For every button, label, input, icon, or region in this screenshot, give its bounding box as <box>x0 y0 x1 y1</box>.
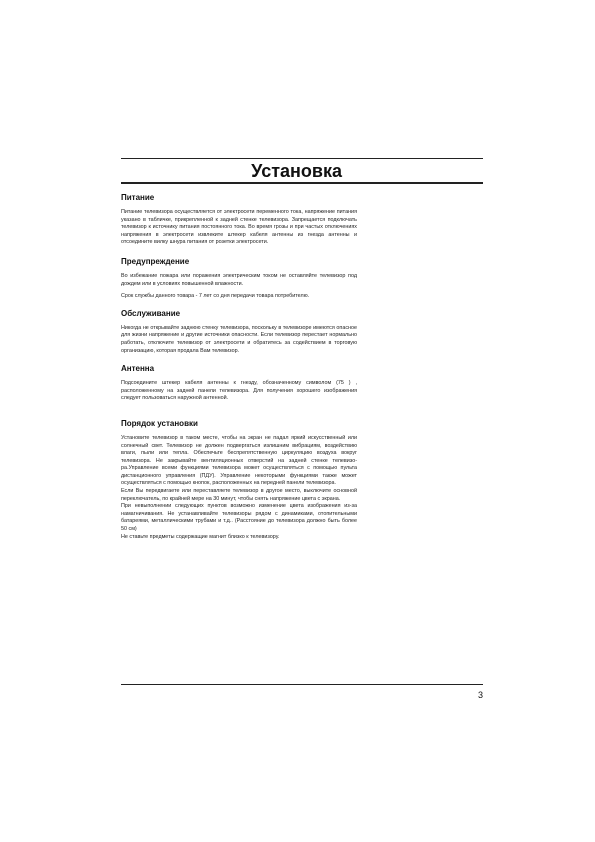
section-power <box>121 193 357 247</box>
title-rule <box>121 182 483 184</box>
section-paragraph: Установите телевизор в таком месте, чтобы на экран не падал яркий искусственный или солнечный свет. Телевизор не должен подвергаться излишним вибрациям, воздействию влаги, пыли или тепла. Обеспечьте беспрепятственную циркуляцию воздуха вокруг телевизора. Не закрывайте вентиляционных отверстий на задней стенке телевизо-ра.Управление всеми функциями телевизора может осуществляться с помощью пульта дистанционного управления (ПДУ). Управление некоторыми функциями также может осуществляться с помощью кнопок, расположенных на передней панели телевизора. <box>121 434 357 487</box>
top-rule <box>121 158 483 159</box>
page-title: Установка <box>251 161 342 181</box>
section-heading: Питание <box>121 193 155 202</box>
document-body <box>121 193 357 541</box>
section-heading: Предупреждение <box>121 256 190 266</box>
section-paragraph: Во избежание пожара или поражения электрическим током не оставляйте телевизор под дождем или в условиях повышенной влажности. <box>121 272 357 287</box>
section-heading: Обслуживание <box>121 308 181 318</box>
section-paragraph: Срок службы данного товара - 7 лет со дня передачи товара потребителю. <box>121 293 310 300</box>
section-service <box>121 309 357 355</box>
section-paragraph: Если Вы передвигаете или переставляете телевизор в другое место, выключите основной переключатель, по крайней мере на 30 минут, чтобы снять напряжение цвета с экрана. <box>121 488 357 502</box>
section-installation <box>121 419 357 541</box>
page-number: 3 <box>477 690 483 700</box>
section-paragraph: Подсоедините штекер кабеля антенны к гнезду, обозначенному символом (75 ) , расположенному на задней панели телевизора. Для получения хорошего изображения следует пользоваться наружной антенной. <box>121 380 357 402</box>
bottom-rule <box>121 684 483 685</box>
section-heading: Порядок установки <box>121 418 198 428</box>
section-antenna <box>121 364 357 403</box>
section-paragraph: Питание телевизора осуществляется от электросети переменного тока, напряжение питания указано в табличке, прикрепленной к задней стенке телевизора. Запрещается подключать телевизор к источнику питания постоянного тока. Во время грозы и при частых отключениях напряжения в электросети извлеките штекер кабеля антенны из гнезда антенны и отсоедините вилку шнура питания от розетки электросети. <box>121 209 357 246</box>
section-paragraph: Никогда не открывайте заднюю стенку телевизора, поскольку в телевизоре имеются опасное для жизни напряжение и другие источники опасности. Если телевизор перестает нормально работать, отключите телевизор от электросети и обратитесь за содействием в торговую организацию, которая продала Вам телевизор. <box>121 324 357 354</box>
section-heading: Антенна <box>121 364 155 374</box>
section-paragraph: Не ставьте предметы содержащие магнит близко к телевизору. <box>121 533 280 540</box>
section-paragraph: При невыполнении следующих пунктов возможно изменение цвета изображения из-за намагничивания. Не устанавливайте телевизоры рядом с динамиками, отопительными батареями, металлическими трубами и т.д.. (Расстояние до телевизора должно быть более 50 см) <box>121 503 357 533</box>
section-warning <box>121 257 357 301</box>
